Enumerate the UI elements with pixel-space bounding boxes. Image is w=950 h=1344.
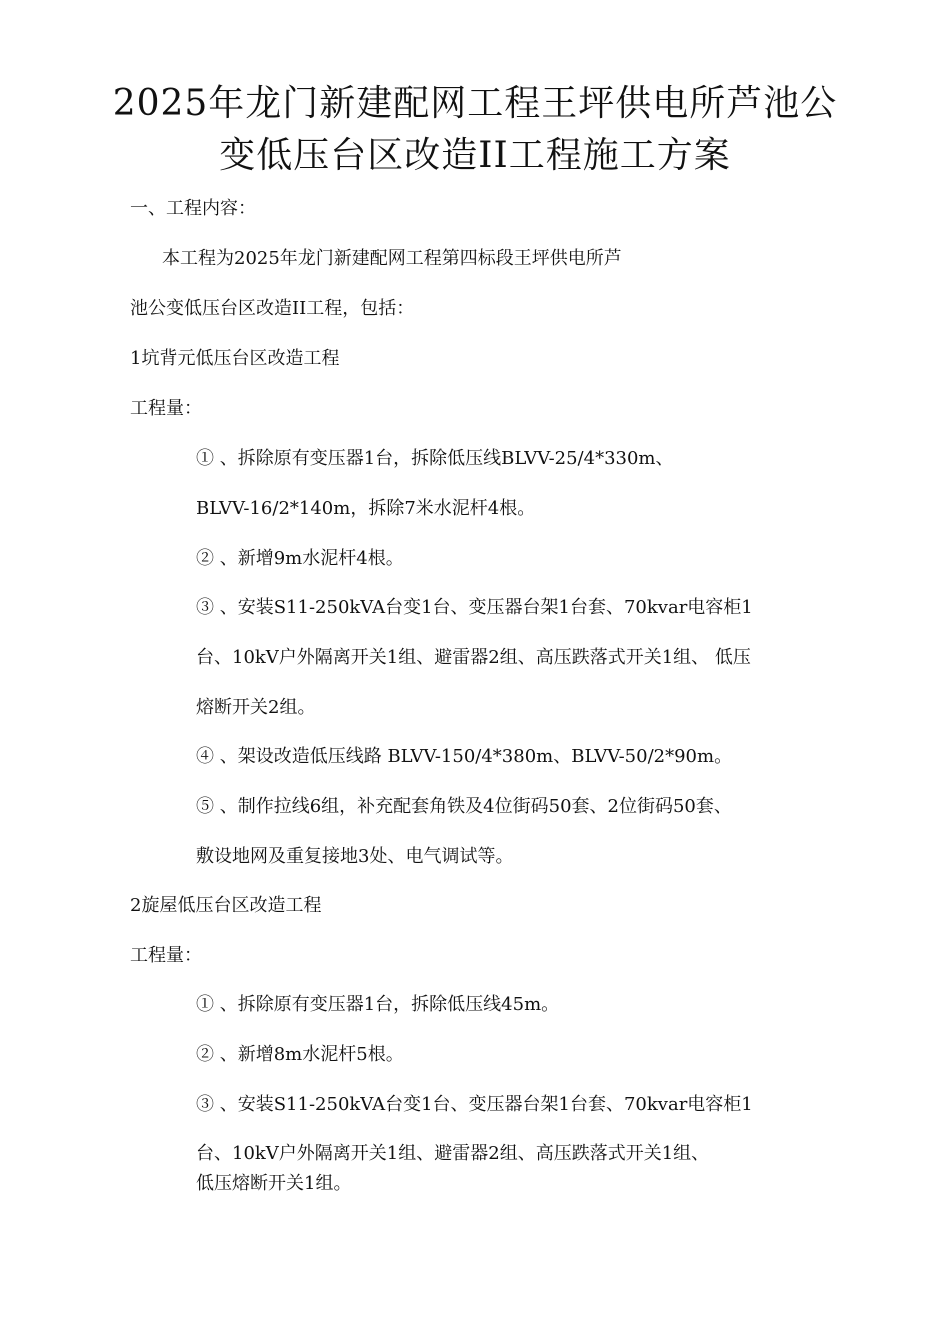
project2-item2: ② 、新增8m水泥杆5根。	[196, 1044, 404, 1065]
project1-item3-line1: ③ 、安装S11-250kVA台变1台、变压器台架1台套、70kvar电容柜1	[196, 597, 753, 618]
project1-item3-line2: 台、10kV户外隔离开关1组、避雷器2组、高压跌落式开关1组、 低压	[196, 647, 751, 668]
project1-heading: 1坑背元低压台区改造工程	[130, 348, 340, 369]
project1-quantity-label: 工程量：	[130, 398, 202, 419]
project2-item3-line3: 低压熔断开关1组。	[196, 1173, 352, 1194]
project1-item3-line3: 熔断开关2组。	[196, 697, 316, 718]
project2-quantity-label: 工程量：	[130, 945, 202, 966]
project2-item3-line2: 台、10kV户外隔离开关1组、避雷器2组、高压跌落式开关1组、	[196, 1143, 710, 1164]
project1-item5-line2: 敷设地网及重复接地3处、电气调试等。	[196, 846, 514, 867]
project1-item1-line2: BLVV-16/2*140m，拆除7米水泥杆4根。	[196, 498, 536, 519]
document-title-line1: 2025年龙门新建配网工程王坪供电所芦池公	[112, 83, 838, 124]
project2-heading: 2旋屋低压台区改造工程	[130, 895, 322, 916]
project1-item5-line1: ⑤ 、制作拉线6组，补充配套角铁及4位街码50套、2位街码50套、	[196, 796, 732, 817]
project1-item4: ④ 、架设改造低压线路 BLVV-150/4*380m、BLVV-50/2*90m。	[196, 746, 733, 767]
section-heading: 一、工程内容：	[130, 198, 256, 219]
document-title-line2: 变低压台区改造II工程施工方案	[219, 135, 731, 176]
project2-item3-line1: ③ 、安装S11-250kVA台变1台、变压器台架1台套、70kvar电容柜1	[196, 1094, 753, 1115]
project1-item2: ② 、新增9m水泥杆4根。	[196, 548, 404, 569]
project1-item1-line1: ① 、拆除原有变压器1台，拆除低压线BLVV-25/4*330m、	[196, 448, 674, 469]
intro-paragraph-line2: 池公变低压台区改造II工程，包括：	[130, 298, 415, 319]
intro-paragraph-line1: 本工程为2025年龙门新建配网工程第四标段王坪供电所芦	[162, 248, 622, 269]
project2-item1: ① 、拆除原有变压器1台，拆除低压线45m。	[196, 994, 560, 1015]
